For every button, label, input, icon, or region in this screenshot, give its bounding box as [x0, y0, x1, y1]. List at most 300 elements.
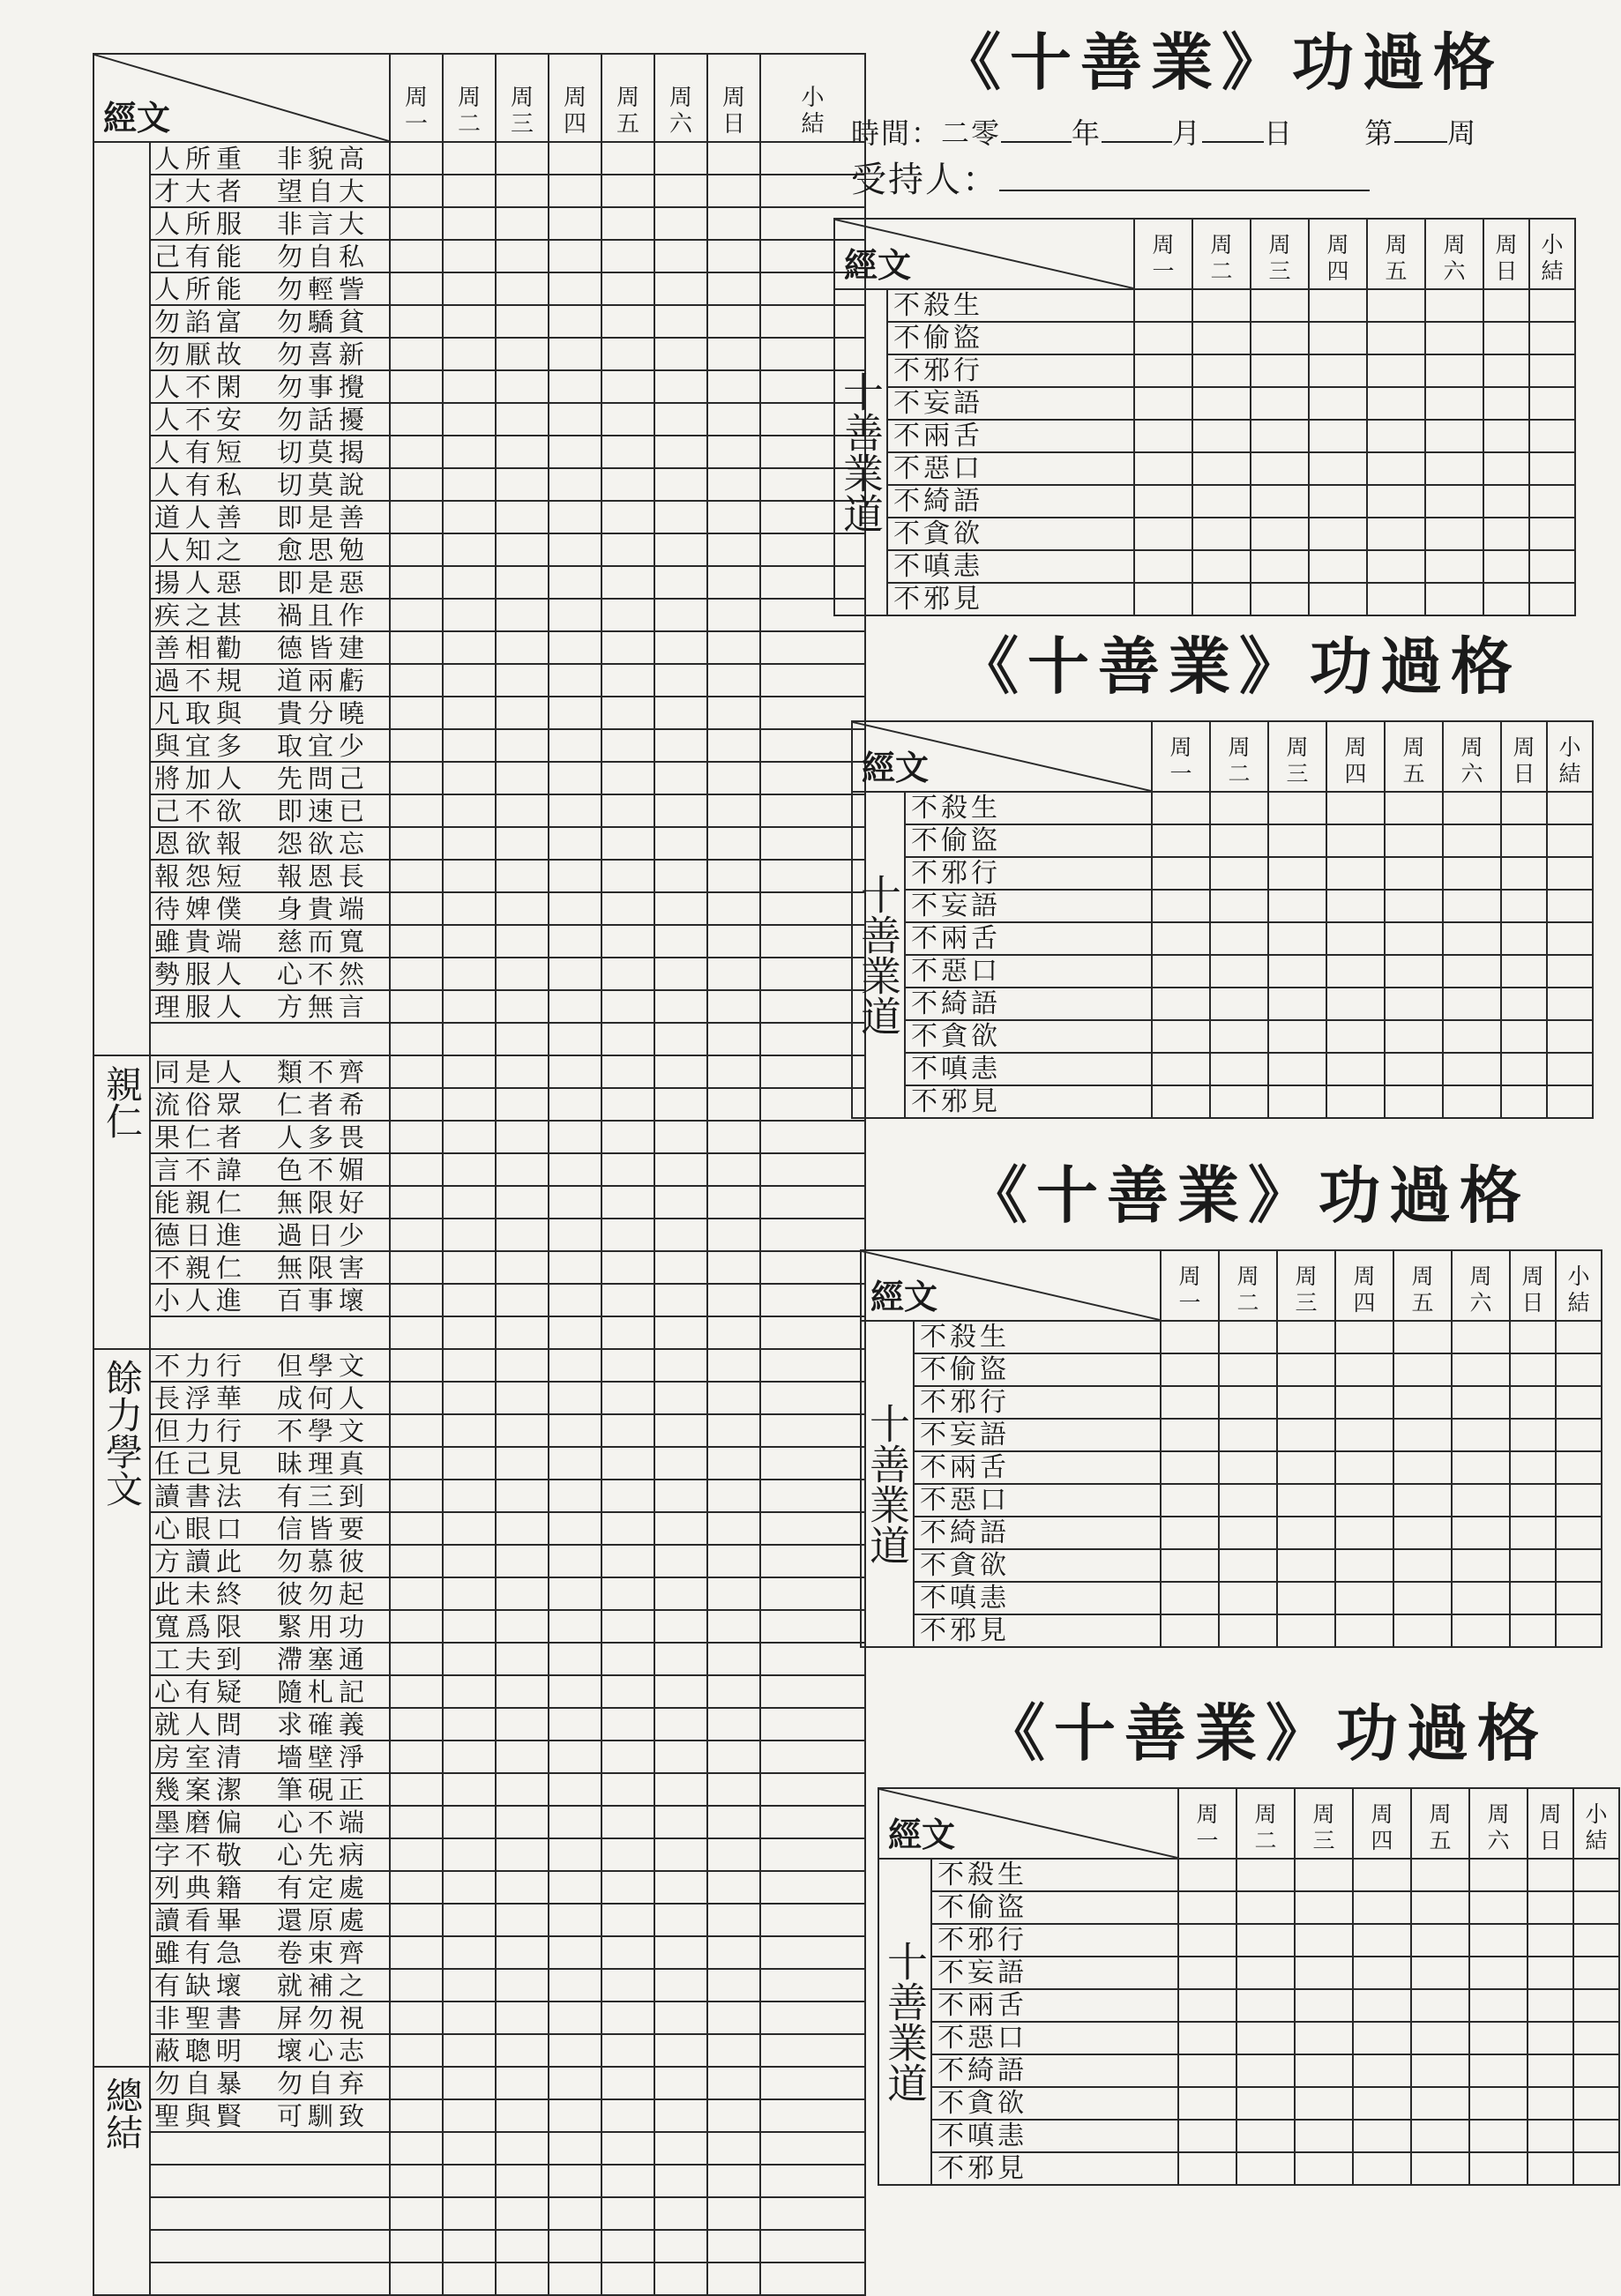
check-cell[interactable]: [549, 436, 601, 468]
check-cell[interactable]: [1309, 518, 1367, 550]
check-cell[interactable]: [707, 1088, 760, 1121]
check-cell[interactable]: [1556, 1353, 1602, 1386]
check-cell[interactable]: [707, 925, 760, 958]
check-cell[interactable]: [654, 1316, 707, 1349]
check-cell[interactable]: [443, 272, 496, 305]
check-cell[interactable]: [1556, 1321, 1602, 1353]
check-cell[interactable]: [601, 2034, 654, 2067]
check-cell[interactable]: [549, 2165, 601, 2197]
check-cell[interactable]: [1326, 988, 1385, 1020]
check-cell[interactable]: [601, 1316, 654, 1349]
check-cell[interactable]: [654, 599, 707, 631]
check-cell[interactable]: [1528, 2152, 1573, 2185]
check-cell[interactable]: [1353, 2022, 1411, 2054]
check-cell[interactable]: [601, 631, 654, 664]
check-cell[interactable]: [1510, 1549, 1556, 1582]
check-cell[interactable]: [443, 1153, 496, 1186]
check-cell[interactable]: [1367, 485, 1425, 518]
check-cell[interactable]: [1326, 824, 1385, 857]
check-cell[interactable]: [1528, 2120, 1573, 2152]
check-cell[interactable]: [443, 599, 496, 631]
check-cell[interactable]: [496, 207, 549, 240]
check-cell[interactable]: [707, 175, 760, 207]
check-cell[interactable]: [1192, 583, 1251, 615]
check-cell[interactable]: [1385, 857, 1443, 890]
check-cell[interactable]: [1556, 1614, 1602, 1647]
check-cell[interactable]: [390, 1382, 443, 1414]
check-cell[interactable]: [549, 2099, 601, 2132]
check-cell[interactable]: [1483, 420, 1529, 452]
check-cell[interactable]: [496, 1055, 549, 1088]
check-cell[interactable]: [1483, 289, 1529, 322]
check-cell[interactable]: [1385, 988, 1443, 1020]
check-cell[interactable]: [496, 240, 549, 272]
check-cell[interactable]: [601, 1708, 654, 1741]
check-cell[interactable]: [443, 1904, 496, 1936]
check-cell[interactable]: [496, 2197, 549, 2230]
check-cell[interactable]: [443, 2099, 496, 2132]
check-cell[interactable]: [654, 958, 707, 990]
check-cell[interactable]: [760, 1871, 865, 1904]
check-cell[interactable]: [601, 240, 654, 272]
check-cell[interactable]: [654, 370, 707, 403]
check-cell[interactable]: [1309, 289, 1367, 322]
check-cell[interactable]: [390, 860, 443, 892]
check-cell[interactable]: [549, 566, 601, 599]
check-cell[interactable]: [707, 794, 760, 827]
check-cell[interactable]: [390, 1675, 443, 1708]
check-cell[interactable]: [1528, 2087, 1573, 2120]
check-cell[interactable]: [390, 1512, 443, 1545]
check-cell[interactable]: [1335, 1517, 1393, 1549]
check-cell[interactable]: [1385, 824, 1443, 857]
check-cell[interactable]: [1529, 420, 1575, 452]
check-cell[interactable]: [654, 827, 707, 860]
check-cell[interactable]: [654, 1936, 707, 1969]
check-cell[interactable]: [760, 1708, 865, 1741]
check-cell[interactable]: [390, 1088, 443, 1121]
check-cell[interactable]: [496, 2262, 549, 2295]
check-cell[interactable]: [601, 762, 654, 794]
check-cell[interactable]: [1268, 792, 1326, 824]
check-cell[interactable]: [1573, 1891, 1619, 1924]
check-cell[interactable]: [443, 175, 496, 207]
check-cell[interactable]: [654, 990, 707, 1023]
check-cell[interactable]: [390, 1153, 443, 1186]
check-cell[interactable]: [1385, 955, 1443, 988]
check-cell[interactable]: [1236, 2022, 1295, 2054]
check-cell[interactable]: [443, 1936, 496, 1969]
check-cell[interactable]: [654, 1773, 707, 1806]
check-cell[interactable]: [1353, 1891, 1411, 1924]
check-cell[interactable]: [707, 1871, 760, 1904]
check-cell[interactable]: [1425, 518, 1483, 550]
check-cell[interactable]: [1309, 322, 1367, 354]
check-cell[interactable]: [1483, 550, 1529, 583]
check-cell[interactable]: [549, 794, 601, 827]
check-cell[interactable]: [654, 1251, 707, 1284]
check-cell[interactable]: [1309, 420, 1367, 452]
check-cell[interactable]: [760, 1121, 865, 1153]
check-cell[interactable]: [654, 1871, 707, 1904]
check-cell[interactable]: [654, 1219, 707, 1251]
check-cell[interactable]: [601, 1349, 654, 1382]
check-cell[interactable]: [1309, 354, 1367, 387]
check-cell[interactable]: [443, 403, 496, 436]
check-cell[interactable]: [1161, 1614, 1219, 1647]
check-cell[interactable]: [707, 958, 760, 990]
check-cell[interactable]: [601, 2165, 654, 2197]
check-cell[interactable]: [1268, 1085, 1326, 1118]
check-cell[interactable]: [1192, 550, 1251, 583]
check-cell[interactable]: [443, 1871, 496, 1904]
check-cell[interactable]: [390, 664, 443, 697]
check-cell[interactable]: [1178, 1989, 1236, 2022]
check-cell[interactable]: [760, 2034, 865, 2067]
check-cell[interactable]: [549, 827, 601, 860]
check-cell[interactable]: [1192, 289, 1251, 322]
check-cell[interactable]: [601, 436, 654, 468]
check-cell[interactable]: [1161, 1451, 1219, 1484]
check-cell[interactable]: [390, 1708, 443, 1741]
check-cell[interactable]: [654, 1153, 707, 1186]
check-cell[interactable]: [1425, 387, 1483, 420]
check-cell[interactable]: [1134, 485, 1192, 518]
check-cell[interactable]: [654, 207, 707, 240]
check-cell[interactable]: [1309, 485, 1367, 518]
check-cell[interactable]: [654, 1838, 707, 1871]
check-cell[interactable]: [654, 1741, 707, 1773]
check-cell[interactable]: [1236, 2120, 1295, 2152]
check-cell[interactable]: [1385, 792, 1443, 824]
check-cell[interactable]: [1528, 1957, 1573, 1989]
check-cell[interactable]: [443, 2197, 496, 2230]
check-cell[interactable]: [1529, 354, 1575, 387]
check-cell[interactable]: [1326, 890, 1385, 922]
check-cell[interactable]: [390, 468, 443, 501]
check-cell[interactable]: [1411, 1859, 1469, 1891]
check-cell[interactable]: [443, 762, 496, 794]
check-cell[interactable]: [760, 1806, 865, 1838]
check-cell[interactable]: [390, 892, 443, 925]
check-cell[interactable]: [1134, 452, 1192, 485]
check-cell[interactable]: [390, 1284, 443, 1316]
check-cell[interactable]: [707, 1121, 760, 1153]
check-cell[interactable]: [1573, 1859, 1619, 1891]
check-cell[interactable]: [1452, 1451, 1510, 1484]
check-cell[interactable]: [549, 1741, 601, 1773]
check-cell[interactable]: [1483, 354, 1529, 387]
check-cell[interactable]: [443, 664, 496, 697]
check-cell[interactable]: [1443, 1053, 1501, 1085]
check-cell[interactable]: [1236, 1924, 1295, 1957]
check-cell[interactable]: [390, 1480, 443, 1512]
check-cell[interactable]: [390, 990, 443, 1023]
check-cell[interactable]: [549, 533, 601, 566]
check-cell[interactable]: [601, 566, 654, 599]
check-cell[interactable]: [601, 1414, 654, 1447]
check-cell[interactable]: [707, 860, 760, 892]
check-cell[interactable]: [654, 1512, 707, 1545]
check-cell[interactable]: [549, 1153, 601, 1186]
check-cell[interactable]: [1510, 1517, 1556, 1549]
check-cell[interactable]: [549, 1316, 601, 1349]
check-cell[interactable]: [549, 1936, 601, 1969]
check-cell[interactable]: [496, 1349, 549, 1382]
check-cell[interactable]: [390, 599, 443, 631]
check-cell[interactable]: [1268, 824, 1326, 857]
check-cell[interactable]: [1547, 1085, 1593, 1118]
check-cell[interactable]: [601, 1806, 654, 1838]
check-cell[interactable]: [707, 1251, 760, 1284]
check-cell[interactable]: [707, 2262, 760, 2295]
check-cell[interactable]: [443, 1186, 496, 1219]
check-cell[interactable]: [549, 1838, 601, 1871]
check-cell[interactable]: [549, 1512, 601, 1545]
check-cell[interactable]: [1452, 1321, 1510, 1353]
check-cell[interactable]: [1483, 452, 1529, 485]
check-cell[interactable]: [1210, 890, 1268, 922]
check-cell[interactable]: [443, 305, 496, 338]
check-cell[interactable]: [390, 1219, 443, 1251]
check-cell[interactable]: [1353, 2087, 1411, 2120]
check-cell[interactable]: [1547, 988, 1593, 1020]
check-cell[interactable]: [1469, 1859, 1528, 1891]
check-cell[interactable]: [1443, 955, 1501, 988]
check-cell[interactable]: [707, 1349, 760, 1382]
check-cell[interactable]: [760, 1055, 865, 1088]
check-cell[interactable]: [549, 305, 601, 338]
check-cell[interactable]: [601, 1545, 654, 1577]
check-cell[interactable]: [496, 1773, 549, 1806]
check-cell[interactable]: [496, 2002, 549, 2034]
check-cell[interactable]: [1268, 857, 1326, 890]
check-cell[interactable]: [549, 1708, 601, 1741]
check-cell[interactable]: [601, 2132, 654, 2165]
check-cell[interactable]: [1161, 1353, 1219, 1386]
check-cell[interactable]: [707, 990, 760, 1023]
check-cell[interactable]: [390, 1349, 443, 1382]
check-cell[interactable]: [654, 631, 707, 664]
check-cell[interactable]: [496, 1251, 549, 1284]
check-cell[interactable]: [707, 338, 760, 370]
check-cell[interactable]: [654, 1708, 707, 1741]
check-cell[interactable]: [1335, 1419, 1393, 1451]
check-cell[interactable]: [390, 925, 443, 958]
check-cell[interactable]: [1210, 1053, 1268, 1085]
check-cell[interactable]: [1353, 1924, 1411, 1957]
check-cell[interactable]: [601, 1969, 654, 2002]
check-cell[interactable]: [1178, 1891, 1236, 1924]
check-cell[interactable]: [1393, 1386, 1452, 1419]
check-cell[interactable]: [707, 1936, 760, 1969]
check-cell[interactable]: [1326, 792, 1385, 824]
check-cell[interactable]: [443, 1741, 496, 1773]
check-cell[interactable]: [601, 1251, 654, 1284]
check-cell[interactable]: [496, 958, 549, 990]
check-cell[interactable]: [760, 1349, 865, 1382]
check-cell[interactable]: [1452, 1517, 1510, 1549]
check-cell[interactable]: [1393, 1517, 1452, 1549]
check-cell[interactable]: [549, 925, 601, 958]
check-cell[interactable]: [760, 925, 865, 958]
check-cell[interactable]: [601, 2099, 654, 2132]
check-cell[interactable]: [707, 2132, 760, 2165]
check-cell[interactable]: [1529, 518, 1575, 550]
check-cell[interactable]: [390, 794, 443, 827]
check-cell[interactable]: [1573, 1924, 1619, 1957]
check-cell[interactable]: [1425, 354, 1483, 387]
check-cell[interactable]: [1295, 1989, 1353, 2022]
check-cell[interactable]: [654, 403, 707, 436]
check-cell[interactable]: [760, 2099, 865, 2132]
check-cell[interactable]: [496, 2067, 549, 2099]
check-cell[interactable]: [443, 468, 496, 501]
check-cell[interactable]: [443, 892, 496, 925]
check-cell[interactable]: [1443, 824, 1501, 857]
check-cell[interactable]: [390, 1055, 443, 1088]
check-cell[interactable]: [443, 1251, 496, 1284]
check-cell[interactable]: [496, 599, 549, 631]
check-cell[interactable]: [654, 2165, 707, 2197]
check-cell[interactable]: [549, 1186, 601, 1219]
check-cell[interactable]: [1556, 1451, 1602, 1484]
check-cell[interactable]: [443, 1382, 496, 1414]
check-cell[interactable]: [1335, 1353, 1393, 1386]
check-cell[interactable]: [1452, 1419, 1510, 1451]
check-cell[interactable]: [707, 370, 760, 403]
check-cell[interactable]: [1251, 583, 1309, 615]
check-cell[interactable]: [443, 2230, 496, 2262]
check-cell[interactable]: [1295, 2152, 1353, 2185]
check-cell[interactable]: [1501, 1020, 1547, 1053]
check-cell[interactable]: [1385, 1053, 1443, 1085]
check-cell[interactable]: [601, 1741, 654, 1773]
check-cell[interactable]: [707, 1806, 760, 1838]
check-cell[interactable]: [496, 1316, 549, 1349]
check-cell[interactable]: [390, 533, 443, 566]
check-cell[interactable]: [707, 1969, 760, 2002]
check-cell[interactable]: [1529, 452, 1575, 485]
check-cell[interactable]: [390, 1741, 443, 1773]
check-cell[interactable]: [760, 860, 865, 892]
check-cell[interactable]: [601, 1186, 654, 1219]
check-cell[interactable]: [1529, 583, 1575, 615]
check-cell[interactable]: [1529, 322, 1575, 354]
check-cell[interactable]: [601, 533, 654, 566]
check-cell[interactable]: [654, 501, 707, 533]
check-cell[interactable]: [1367, 583, 1425, 615]
check-cell[interactable]: [1251, 387, 1309, 420]
check-cell[interactable]: [549, 2230, 601, 2262]
check-cell[interactable]: [1309, 583, 1367, 615]
check-cell[interactable]: [1443, 988, 1501, 1020]
check-cell[interactable]: [443, 1088, 496, 1121]
check-cell[interactable]: [496, 1675, 549, 1708]
check-cell[interactable]: [443, 1610, 496, 1643]
check-cell[interactable]: [654, 2034, 707, 2067]
check-cell[interactable]: [390, 436, 443, 468]
check-cell[interactable]: [760, 1610, 865, 1643]
check-cell[interactable]: [1393, 1614, 1452, 1647]
check-cell[interactable]: [760, 1936, 865, 1969]
check-cell[interactable]: [601, 1088, 654, 1121]
check-cell[interactable]: [549, 272, 601, 305]
check-cell[interactable]: [1295, 1957, 1353, 1989]
check-cell[interactable]: [443, 1480, 496, 1512]
check-cell[interactable]: [1469, 2087, 1528, 2120]
check-cell[interactable]: [1161, 1549, 1219, 1582]
check-cell[interactable]: [760, 2230, 865, 2262]
check-cell[interactable]: [1295, 2120, 1353, 2152]
check-cell[interactable]: [443, 2132, 496, 2165]
check-cell[interactable]: [1556, 1517, 1602, 1549]
check-cell[interactable]: [654, 1121, 707, 1153]
check-cell[interactable]: [654, 566, 707, 599]
check-cell[interactable]: [601, 990, 654, 1023]
check-cell[interactable]: [1219, 1484, 1277, 1517]
check-cell[interactable]: [549, 1577, 601, 1610]
check-cell[interactable]: [707, 533, 760, 566]
check-cell[interactable]: [1452, 1484, 1510, 1517]
check-cell[interactable]: [1411, 1989, 1469, 2022]
check-cell[interactable]: [496, 1219, 549, 1251]
check-cell[interactable]: [1547, 792, 1593, 824]
check-cell[interactable]: [1309, 387, 1367, 420]
check-cell[interactable]: [1443, 1085, 1501, 1118]
check-cell[interactable]: [1192, 452, 1251, 485]
check-cell[interactable]: [1367, 550, 1425, 583]
check-cell[interactable]: [496, 1545, 549, 1577]
check-cell[interactable]: [496, 762, 549, 794]
check-cell[interactable]: [1251, 420, 1309, 452]
check-cell[interactable]: [443, 990, 496, 1023]
check-cell[interactable]: [707, 207, 760, 240]
check-cell[interactable]: [1452, 1549, 1510, 1582]
check-cell[interactable]: [496, 697, 549, 729]
check-cell[interactable]: [760, 1577, 865, 1610]
check-cell[interactable]: [1425, 550, 1483, 583]
check-cell[interactable]: [549, 1871, 601, 1904]
check-cell[interactable]: [707, 1708, 760, 1741]
check-cell[interactable]: [496, 2099, 549, 2132]
check-cell[interactable]: [1326, 955, 1385, 988]
check-cell[interactable]: [1251, 518, 1309, 550]
check-cell[interactable]: [496, 990, 549, 1023]
check-cell[interactable]: [1425, 583, 1483, 615]
check-cell[interactable]: [1510, 1321, 1556, 1353]
check-cell[interactable]: [390, 958, 443, 990]
check-cell[interactable]: [443, 697, 496, 729]
check-cell[interactable]: [496, 436, 549, 468]
check-cell[interactable]: [707, 2230, 760, 2262]
check-cell[interactable]: [707, 1316, 760, 1349]
check-cell[interactable]: [1393, 1353, 1452, 1386]
check-cell[interactable]: [443, 1969, 496, 2002]
check-cell[interactable]: [1251, 485, 1309, 518]
check-cell[interactable]: [760, 631, 865, 664]
check-cell[interactable]: [760, 827, 865, 860]
check-cell[interactable]: [1443, 1020, 1501, 1053]
check-cell[interactable]: [1393, 1451, 1452, 1484]
check-cell[interactable]: [1210, 1020, 1268, 1053]
check-cell[interactable]: [1219, 1582, 1277, 1614]
check-cell[interactable]: [654, 1545, 707, 1577]
check-cell[interactable]: [390, 240, 443, 272]
check-cell[interactable]: [496, 925, 549, 958]
fill-in-blank[interactable]: [1394, 118, 1447, 143]
check-cell[interactable]: [549, 1055, 601, 1088]
